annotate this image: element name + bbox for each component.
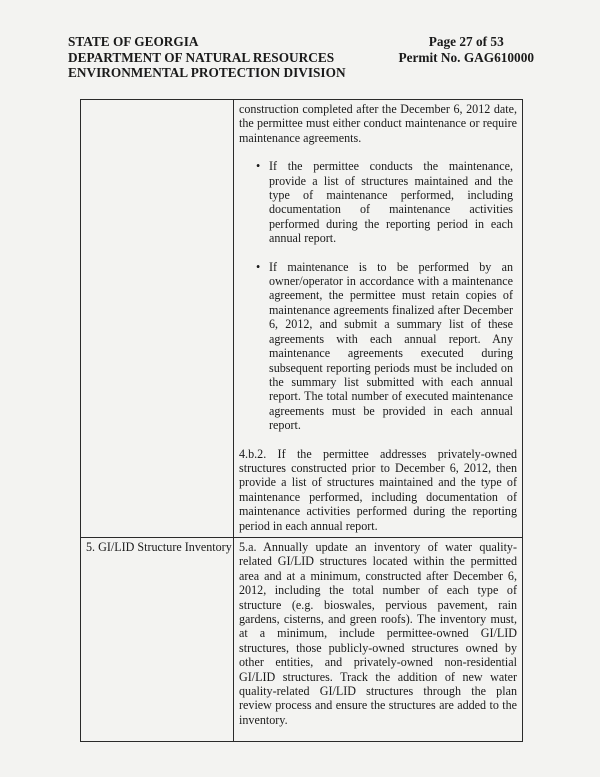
agency-division: ENVIRONMENTAL PROTECTION DIVISION	[68, 65, 346, 80]
permit-requirements-table	[80, 99, 523, 742]
table-cell-maintenance	[234, 100, 523, 538]
permit-number: Permit No. GAG610000	[398, 49, 534, 65]
inventory-label: 5. GI/LID Structure Inventory	[86, 539, 232, 554]
maintenance-intro: construction completed after the December 6, 2012 date, the permittee must either conduct maintenance or require maintenance agreements.	[239, 102, 517, 145]
bullet-text: If maintenance is to be performed by an owner/operator in accordance with a maintenance agreement, the permittee must retain copies of maintenance agreements finalized after December 6, 2012, and submit a summary list of these agreements with each annual report. Any maintenance agreements executed during subsequent reporting periods must be included on the summary list submitted with each annual report. The total number of executed maintenance agreements must be provided in each annual report.	[269, 259, 513, 433]
paragraph-4b2: 4.b.2. If the permittee addresses privately-owned structures constructed prior to December 6, 2012, then provide a list of structures maintained and the type of maintenance performed, including documentation of maintenance activities performed during the reporting period in each annual report.	[239, 446, 517, 533]
table-cell-empty	[81, 100, 234, 538]
table-row	[81, 537, 523, 741]
table-row	[81, 100, 523, 538]
list-item	[239, 159, 513, 245]
bullet-text: If the permittee conducts the maintenance, provide a list of structures maintained and the type of maintenance performed, including documentation of maintenance activities performed during the reporting period in each annual report.	[269, 159, 513, 246]
agency-block	[68, 34, 346, 81]
table-cell-inventory	[234, 537, 523, 741]
bullet-icon: •	[256, 259, 261, 274]
agency-department: DEPARTMENT OF NATURAL RESOURCES	[68, 49, 335, 65]
page-info	[398, 34, 534, 65]
bullet-icon: •	[256, 159, 261, 174]
maintenance-bullet-list	[239, 159, 517, 432]
table-cell-label	[81, 537, 234, 741]
paragraph-5a: 5.a. Annually update an inventory of water quality-related GI/LID structures located within the permitted area and at a minimum, constructed after December 6, 2012, including the total number of each type of structure (e.g. bioswales, pervious pavement, rain gardens, cisterns, and green roofs). The inventory must, at a minimum, include permittee-owned GI/LID structures, those publicly-owned structures owned by other entities, and privately-owned non-residential GI/LID structures. Track the addition of new water quality-related GI/LID structures through the plan review process and ensure the structures are added to the inventory.	[239, 539, 517, 727]
page-number: Page 27 of 53	[428, 34, 504, 49]
list-item	[239, 260, 513, 433]
agency-state: STATE OF GEORGIA	[68, 34, 199, 49]
